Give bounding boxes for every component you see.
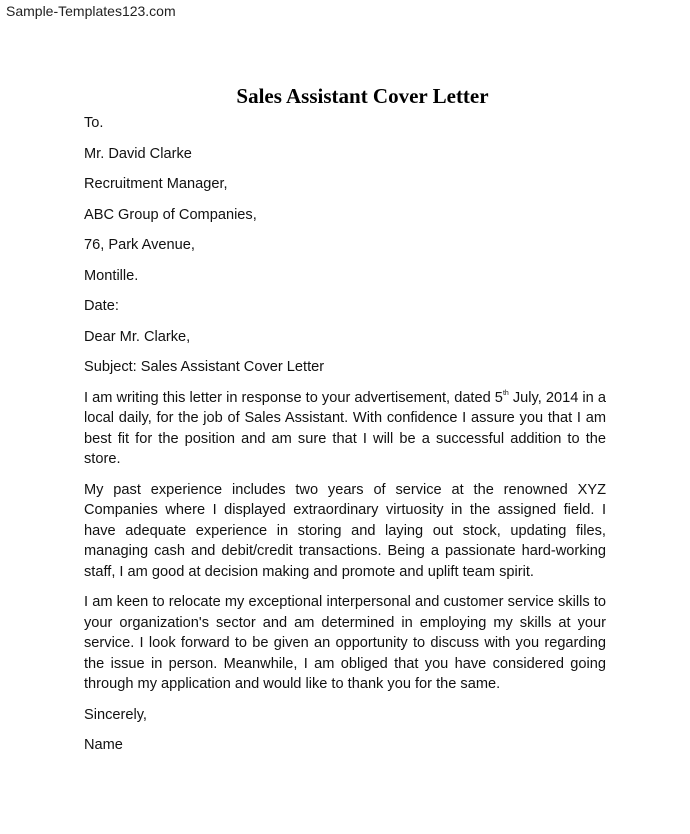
paragraph-3: I am keen to relocate my exceptional interpersonal and customer service skills to your organization's sector and am determined in employing my skills at your service. I look forward to be given an opportunity to discuss with you regarding the issue in person. Meanwhile, I am obliged that you have considered going through my application and would like to thank you for the same. — [84, 594, 606, 692]
paragraph-1-rest: July, 2014 in a local daily, for the job of Sales Assistant. With confidence I assure you that I am best fit for the position and am sure that I will be a successful addition to the store. — [84, 389, 606, 467]
recipient-city: Montille. — [84, 267, 139, 284]
date-label: Date: — [84, 298, 119, 314]
paragraph-1 — [84, 388, 606, 470]
recipient-position: Recruitment Manager, — [84, 176, 228, 192]
signature-name: Name — [84, 737, 123, 753]
salutation: Dear Mr. Clarke, — [84, 328, 191, 345]
letter-body — [84, 113, 606, 766]
closing: Sincerely, — [84, 706, 147, 723]
recipient-to: To. — [84, 115, 104, 131]
watermark-text: Sample-Templates123.com — [6, 3, 176, 19]
date-ordinal-suffix: th — [502, 389, 509, 397]
recipient-street: 76, Park Avenue, — [84, 237, 195, 253]
paragraph-2: My past experience includes two years of service at the renowned XYZ Companies where I displayed extraordinary virtuosity in the assigned field. I have adequate experience in storing and laying out stock, updating files, managing cash and debit/credit transactions. Being a passionate hard-working staff, I am good at decision making and promote and uplift team spirit. — [84, 481, 606, 580]
paragraph-1-start: I am writing this letter in response to your advertisement, dated 5 — [84, 389, 503, 406]
subject-line: Subject: Sales Assistant Cover Letter — [84, 359, 325, 375]
recipient-company: ABC Group of Companies, — [84, 206, 257, 223]
recipient-name: Mr. David Clarke — [84, 145, 192, 162]
letter-title: Sales Assistant Cover Letter — [236, 84, 489, 108]
